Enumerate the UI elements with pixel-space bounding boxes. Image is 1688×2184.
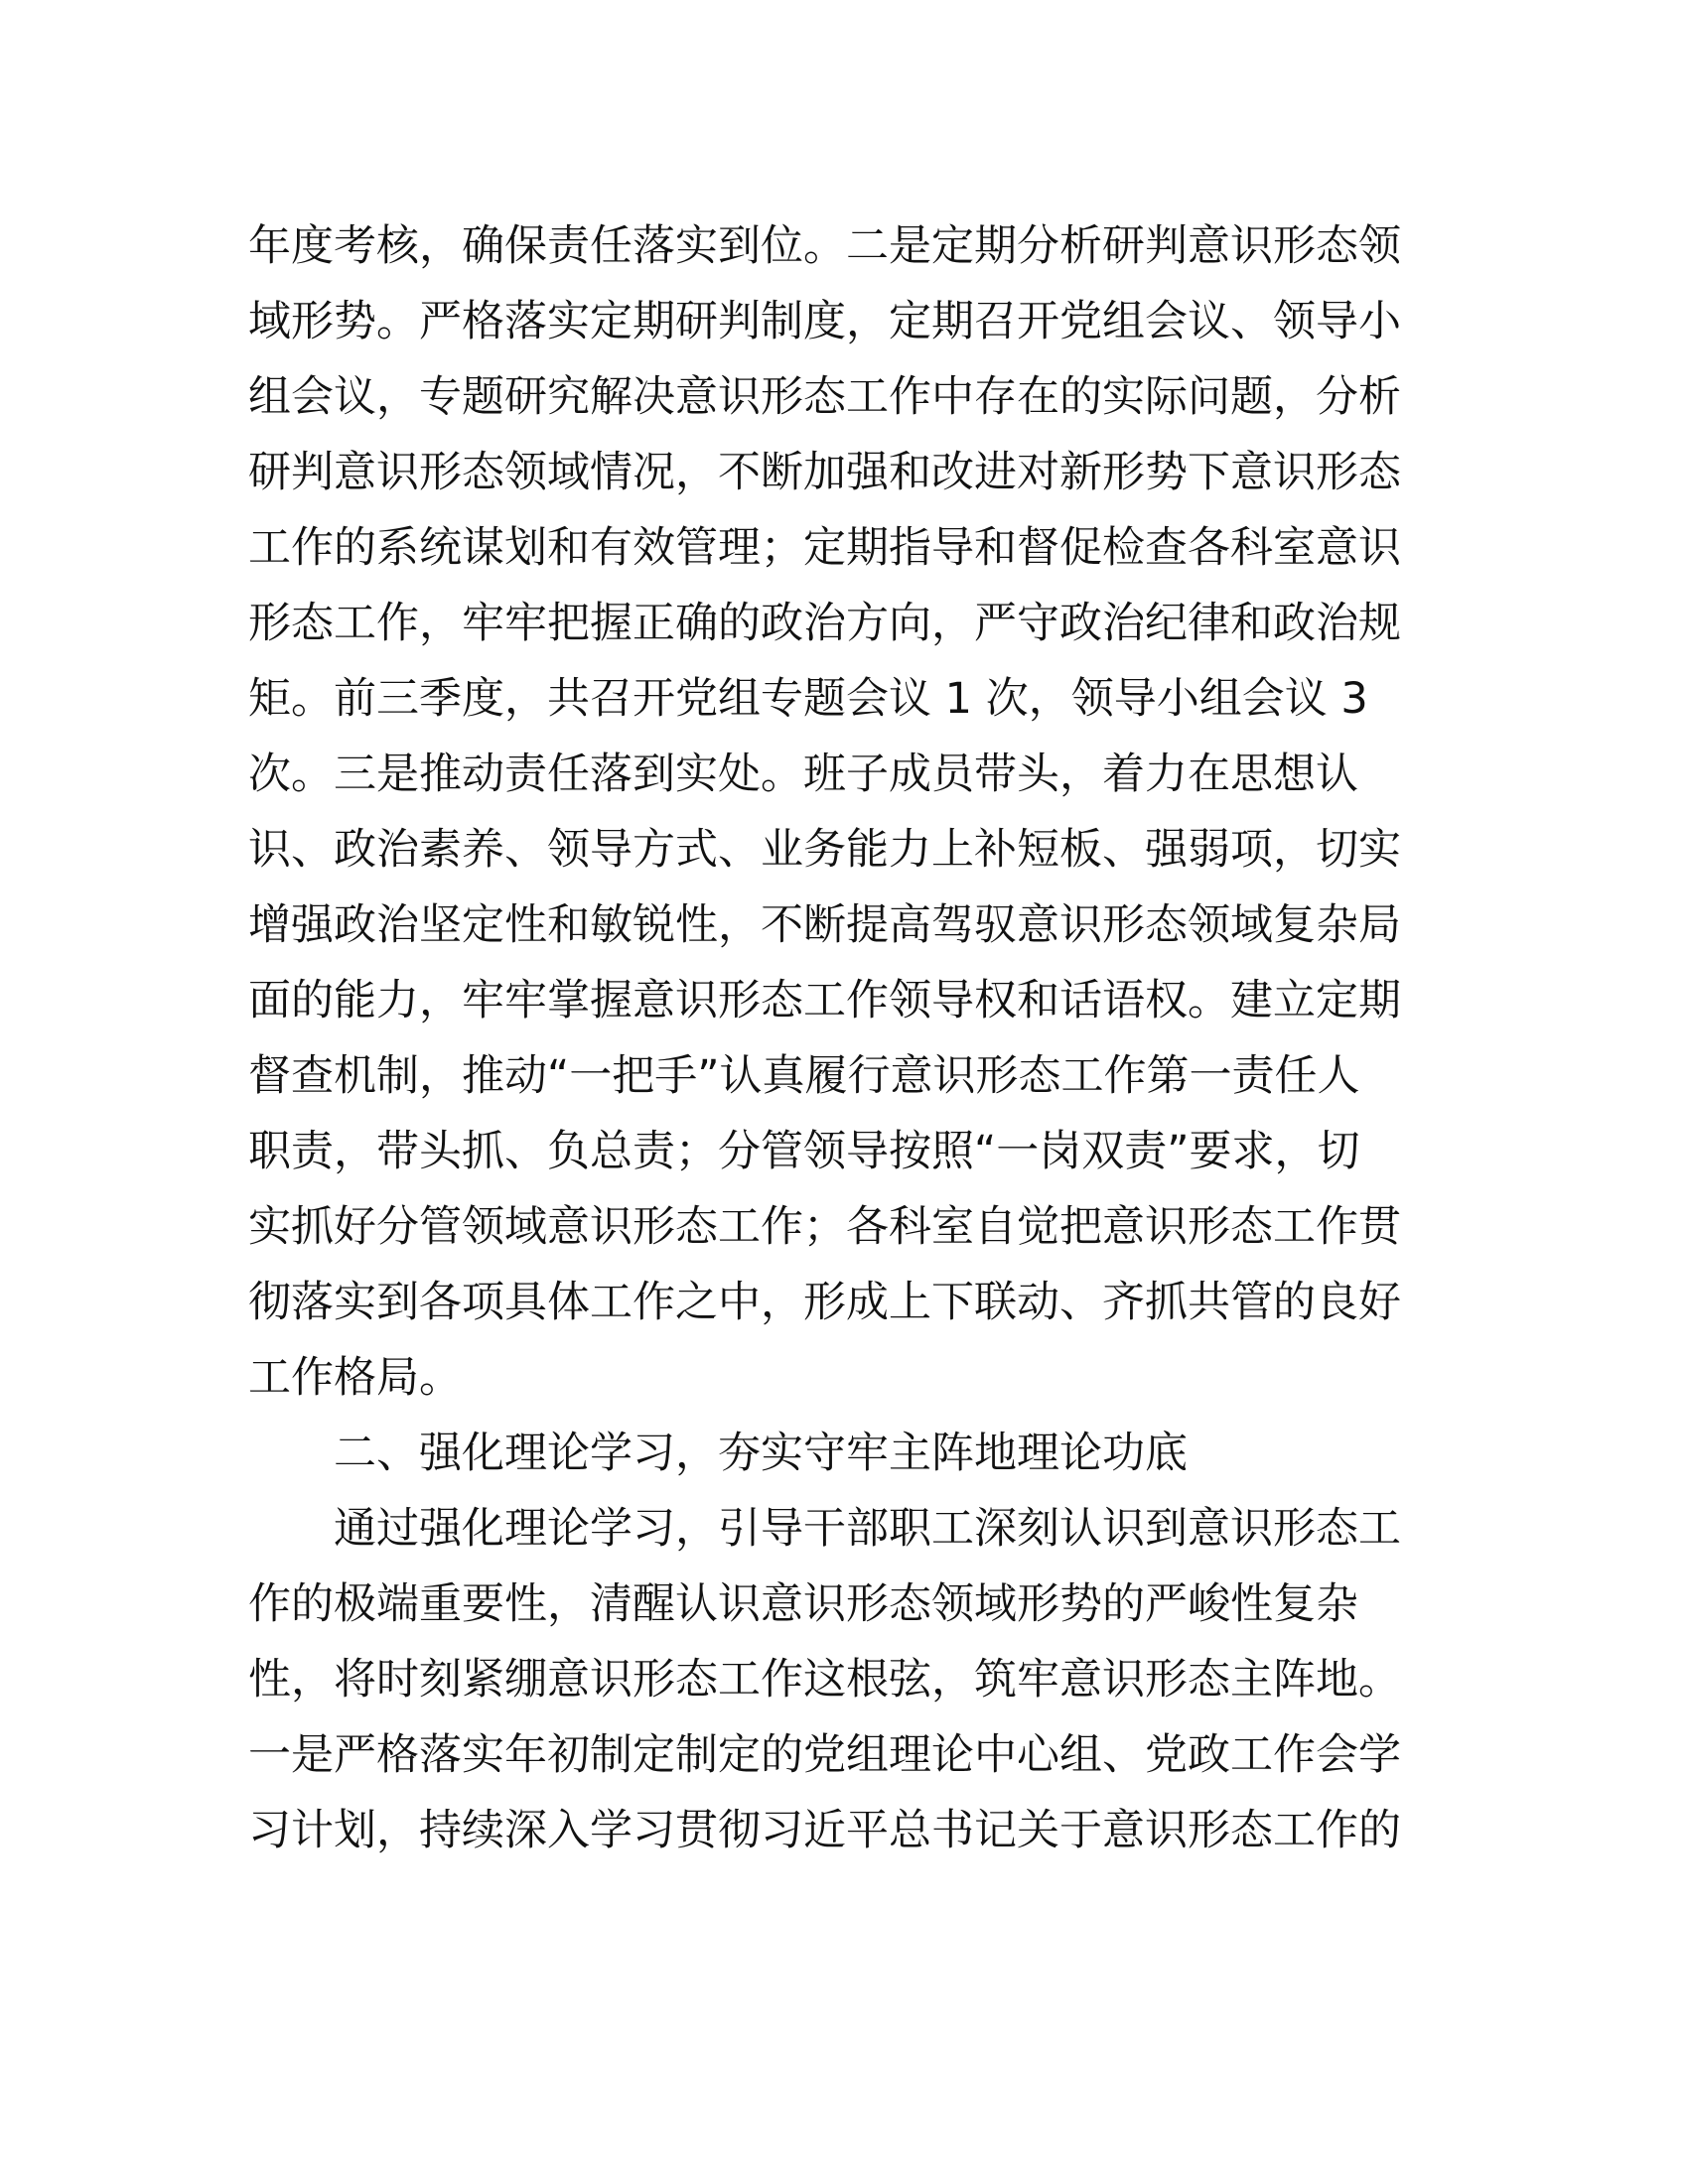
text-line: 组会议，专题研究解决意识形态工作中存在的实际问题，分析 bbox=[248, 372, 1401, 422]
text-line: 识、政治素养、领导方式、业务能力上补短板、强弱项，切实 bbox=[248, 825, 1401, 875]
text-line: 通过强化理论学习，引导干部职工深刻认识到意识形态工 bbox=[334, 1504, 1401, 1554]
text-line: 增强政治坚定性和敏锐性，不断提高驾驭意识形态领域复杂局 bbox=[248, 900, 1401, 950]
text-line: 次。三是推动责任落到实处。班子成员带头，着力在思想认 bbox=[248, 750, 1358, 799]
text-line: 矩。前三季度，共召开党组专题会议 1 次，领导小组会议 3 bbox=[248, 674, 1368, 724]
section-heading: 二、强化理论学习，夯实守牢主阵地理论功底 bbox=[334, 1429, 1188, 1478]
text-line: 工作格局。 bbox=[248, 1353, 462, 1403]
text-line: 习计划，持续深入学习贯彻习近平总书记关于意识形态工作的 bbox=[248, 1806, 1401, 1855]
text-line: 作的极端重要性，清醒认识意识形态领域形势的严峻性复杂 bbox=[248, 1579, 1358, 1629]
text-line: 督查机制，推动“一把手”认真履行意识形态工作第一责任人 bbox=[248, 1051, 1360, 1101]
document-body bbox=[248, 208, 1440, 1868]
text-line: 工作的系统谋划和有效管理；定期指导和督促检查各科室意识 bbox=[248, 523, 1401, 573]
text-line: 职责，带头抓、负总责；分管领导按照“一岗双责”要求，切 bbox=[248, 1127, 1360, 1176]
text-line: 彻落实到各项具体工作之中，形成上下联动、齐抓共管的良好 bbox=[248, 1278, 1401, 1327]
text-line: 实抓好分管领域意识形态工作；各科室自觉把意识形态工作贯 bbox=[248, 1202, 1401, 1252]
text-line: 面的能力，牢牢掌握意识形态工作领导权和话语权。建立定期 bbox=[248, 976, 1401, 1025]
text-line: 一是严格落实年初制定制定的党组理论中心组、党政工作会学 bbox=[248, 1730, 1401, 1780]
text-line: 域形势。严格落实定期研判制度，定期召开党组会议、领导小 bbox=[248, 297, 1401, 346]
text-line: 研判意识形态领域情况，不断加强和改进对新形势下意识形态 bbox=[248, 448, 1401, 497]
text-line: 性，将时刻紧绷意识形态工作这根弦，筑牢意识形态主阵地。 bbox=[248, 1655, 1401, 1705]
text-line: 形态工作，牢牢把握正确的政治方向，严守政治纪律和政治规 bbox=[248, 599, 1401, 648]
text-line: 年度考核，确保责任落实到位。二是定期分析研判意识形态领 bbox=[248, 221, 1401, 271]
